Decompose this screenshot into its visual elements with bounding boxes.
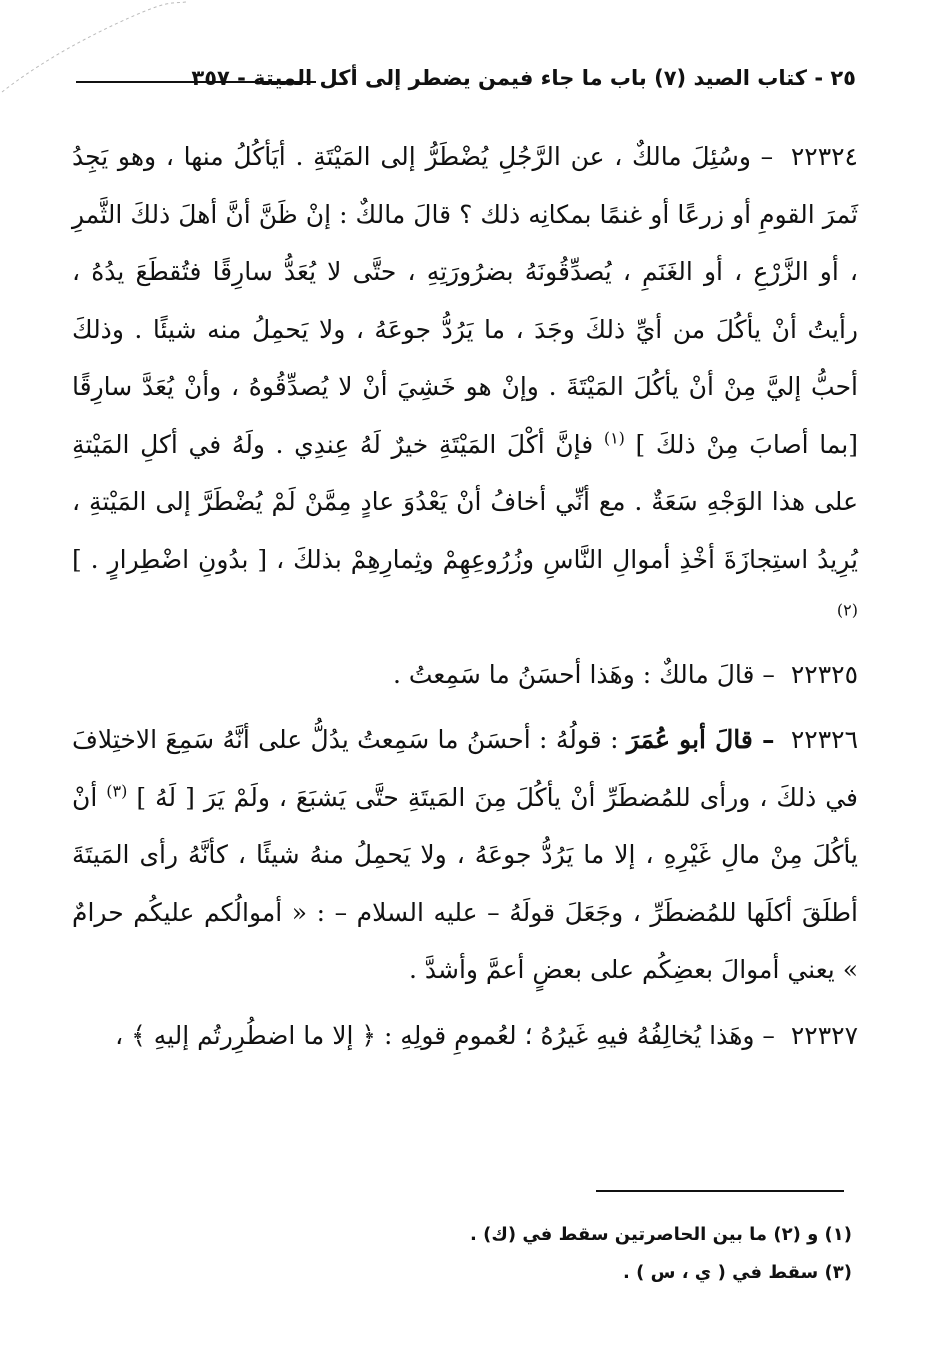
footnote-ref-3[interactable]: (٣) [106, 781, 128, 801]
footnote-ref-2[interactable]: (٢) [836, 600, 858, 620]
header-title: ٢٥ - كتاب الصيد (٧) باب ما جاء فيمن يضطر إلى أكل الميتة - ٣٥٧ [191, 66, 856, 90]
paragraph-22324 [72, 128, 858, 646]
paragraph-22327 [72, 1007, 858, 1065]
paragraph-number: ٢٢٣٢٧ [790, 1020, 858, 1050]
paragraph-text: أنْ يأكُلَ مِنْ مالِ غَيْرِهِ ، إلا ما يَرُدُّ جوعَهُ ، ولا يَحمِلُ منهُ شيئًا ، كأنَّهُ رأى المَيتَةَ أطلَقَ أكلَها للمُضطَرِّ ، وجَعَلَ قولَهُ – عليه السلام – : « أموالُكم عليكُم حرامٌ » يعني أموالَ بعضِكُم على بعضٍ أعمَّ وأشدَّ . [72, 782, 858, 984]
paragraph-number: ٢٢٣٢٦ [790, 725, 859, 754]
speaker-name: – قالَ أبو عُمَرَ [626, 725, 775, 754]
footnote-ref-1[interactable]: (١) [603, 428, 625, 448]
paragraph-text: : قولُهُ : أحسَنُ ما سَمِعتُ يدُلُّ على أنَّهُ سَمِعَ الاختِلافَ في ذلكَ ، ورأى للمُضطَرِّ أنْ يأكُلَ مِنَ المَيتَةِ حتَّى يَشبَعَ ، ولَمْ يَرَ [ لَهُ ] [72, 725, 858, 812]
paragraph-number: ٢٢٣٢٥ [790, 659, 858, 689]
paragraph-text: – وسُئِلَ مالكٌ ، عن الرَّجُلِ يُضْطَرُّ إلى المَيْتَةِ . أيَأكُلُ منها ، وهو يَجِدُ ثَمرَ القومِ أو زرعًا أو غنمًا بمكانِه ذلك ؟ قالَ مالكٌ : إنْ ظَنَّ أنَّ أهلَ ذلكَ الثَّمرِ ، أو الزَّرْعِ ، أو الغَنَمِ ، يُصدِّقُونَهُ بضرُورَتِهِ ، حتَّى لا يُعَدُّ سارِقًا فتُقطَعَ يدُهُ ، رأيتُ أنْ يأكُلَ من أيِّ ذلكَ وجَدَ ، ما يَرُدُّ جوعَهُ ، ولا يَحمِلُ منه شيئًا . وذلكَ أحبُّ إليَّ مِنْ أنْ يأكُلَ المَيْتَةَ . وإنْ هو خَشِيَ أنْ لا يُصدِّقُوهُ ، وأنْ يُعَدَّ سارِقًا [بما أصابَ مِنْ ذلكَ ] [72, 142, 858, 459]
paragraph-22325 [72, 646, 858, 704]
footnote-1: (١) و (٢) ما بين الحاصرتين سقط في (ك) . [470, 1224, 852, 1245]
paragraph-text: – قالَ مالكٌ : وهَذا أحسَنُ ما سَمِعتُ . [392, 659, 775, 689]
running-header [76, 64, 856, 98]
paragraph-text: – وهَذا يُخالِفُهُ فيهِ غَيرُهُ ؛ لعُمومِ قولِهِ : ﴿ إلا ما اضطُرِرتُم إليهِ ﴾ ، [115, 1020, 775, 1050]
main-text [72, 128, 858, 1064]
footnote-divider [596, 1190, 844, 1192]
paragraph-text: فإنَّ أكْلَ المَيْتَةِ خيرٌ لَهُ عِندِي . ولَهُ في أكلِ المَيْتةِ على هذا الوَجْهِ سَعَةٌ . مع أنِّي أخافُ أنْ يَعْدُوَ عادٍ مِمَّنْ لَمْ يُضْطَرَّ إلى المَيْتةِ ، يُرِيدُ استِجازَةَ أخْذِ أموالِ النَّاسِ وزُرُوعِهِمْ وثِمارِهِمْ بذلكَ ، [ بدُونِ اضْطِرارٍ . ] [72, 429, 858, 574]
footnote-2: (٣) سقط في ( ي ، س ) . [623, 1262, 852, 1283]
paragraph-22326 [72, 711, 858, 999]
footnotes [72, 1216, 852, 1292]
paragraph-number: ٢٢٣٢٤ [790, 142, 858, 171]
